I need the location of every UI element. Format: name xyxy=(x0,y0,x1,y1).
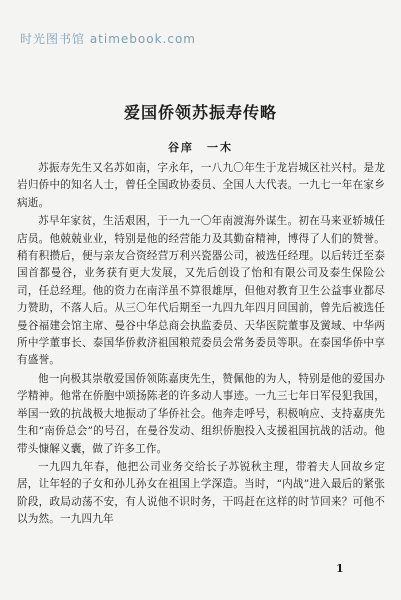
watermark: 时光图书馆 atimebook.com xyxy=(20,32,196,46)
article-title: 爱国侨领苏振寿传略 xyxy=(123,103,277,122)
paragraph-3: 他一向极其崇敬爱国侨领陈嘉庚先生，赞佩他的为人，特别是他的爱国办学精神。他常在侨胞中颂扬陈老的许多动人事迹。一九三七年日军侵犯我国，举国一致的抗战极大地振动了华侨社会。他奔走呼号，积极响应、支持嘉庚先生和“南侨总会”的号召，在曼谷发动、组织侨胞投入支援祖国抗战的活动。他带头慷解义囊，做了许多工作。 xyxy=(17,372,385,455)
paragraph-4: 一九四九年春，他把公司业务交给长子苏锐秋主理，带着夫人回故乡定居，让年轻的子女和孙儿孙女在祖国上学深造。当时，“内战”进入最后的紧张阶段，政局动荡不安，有人说他不识时务，干吗赶在这样的时节回来？可他不以为然。一九四九年 xyxy=(17,460,385,526)
article-body xyxy=(17,160,385,530)
article-author: 谷庠 一木 xyxy=(168,141,233,154)
paragraph-1: 苏振寿先生又名苏如南，字永年，一八九〇年生于龙岩城区社兴村。是龙岩归侨中的知名人士，曾任全国政协委员、全国人大代表。一九七一年在家乡病逝。 xyxy=(17,162,385,209)
page-number: 1 xyxy=(336,562,344,575)
paragraph-2: 苏早年家贫，生活艰困，于一九一〇年南渡海外谋生。初在马来亚轿城任店员。他兢兢业业，特别是他的经营能力及其勤奋精神，博得了人们的赞誉。稍有积攒后，便与亲友合资经营万利兴瓷器公司，被选任经理。以后转迁至泰国首都曼谷，业务获有更大发展，又先后创设了怡和有限公司及泰生保险公司，任总经理。他的资力在南洋虽不算很雄厚，但他对教育卫生公益事业都尽力赞助，不落人后。从三〇年代后期至一九四九年四月回国前，曾先后被选任曼谷福建会馆主席、曼谷中华总商会执监委员、天华医院董事及黉域、中华两所中学董事长、泰国华侨救济祖国粮荒委员会常务委员等职。在泰国华侨中享有盛誉。 xyxy=(17,215,385,367)
